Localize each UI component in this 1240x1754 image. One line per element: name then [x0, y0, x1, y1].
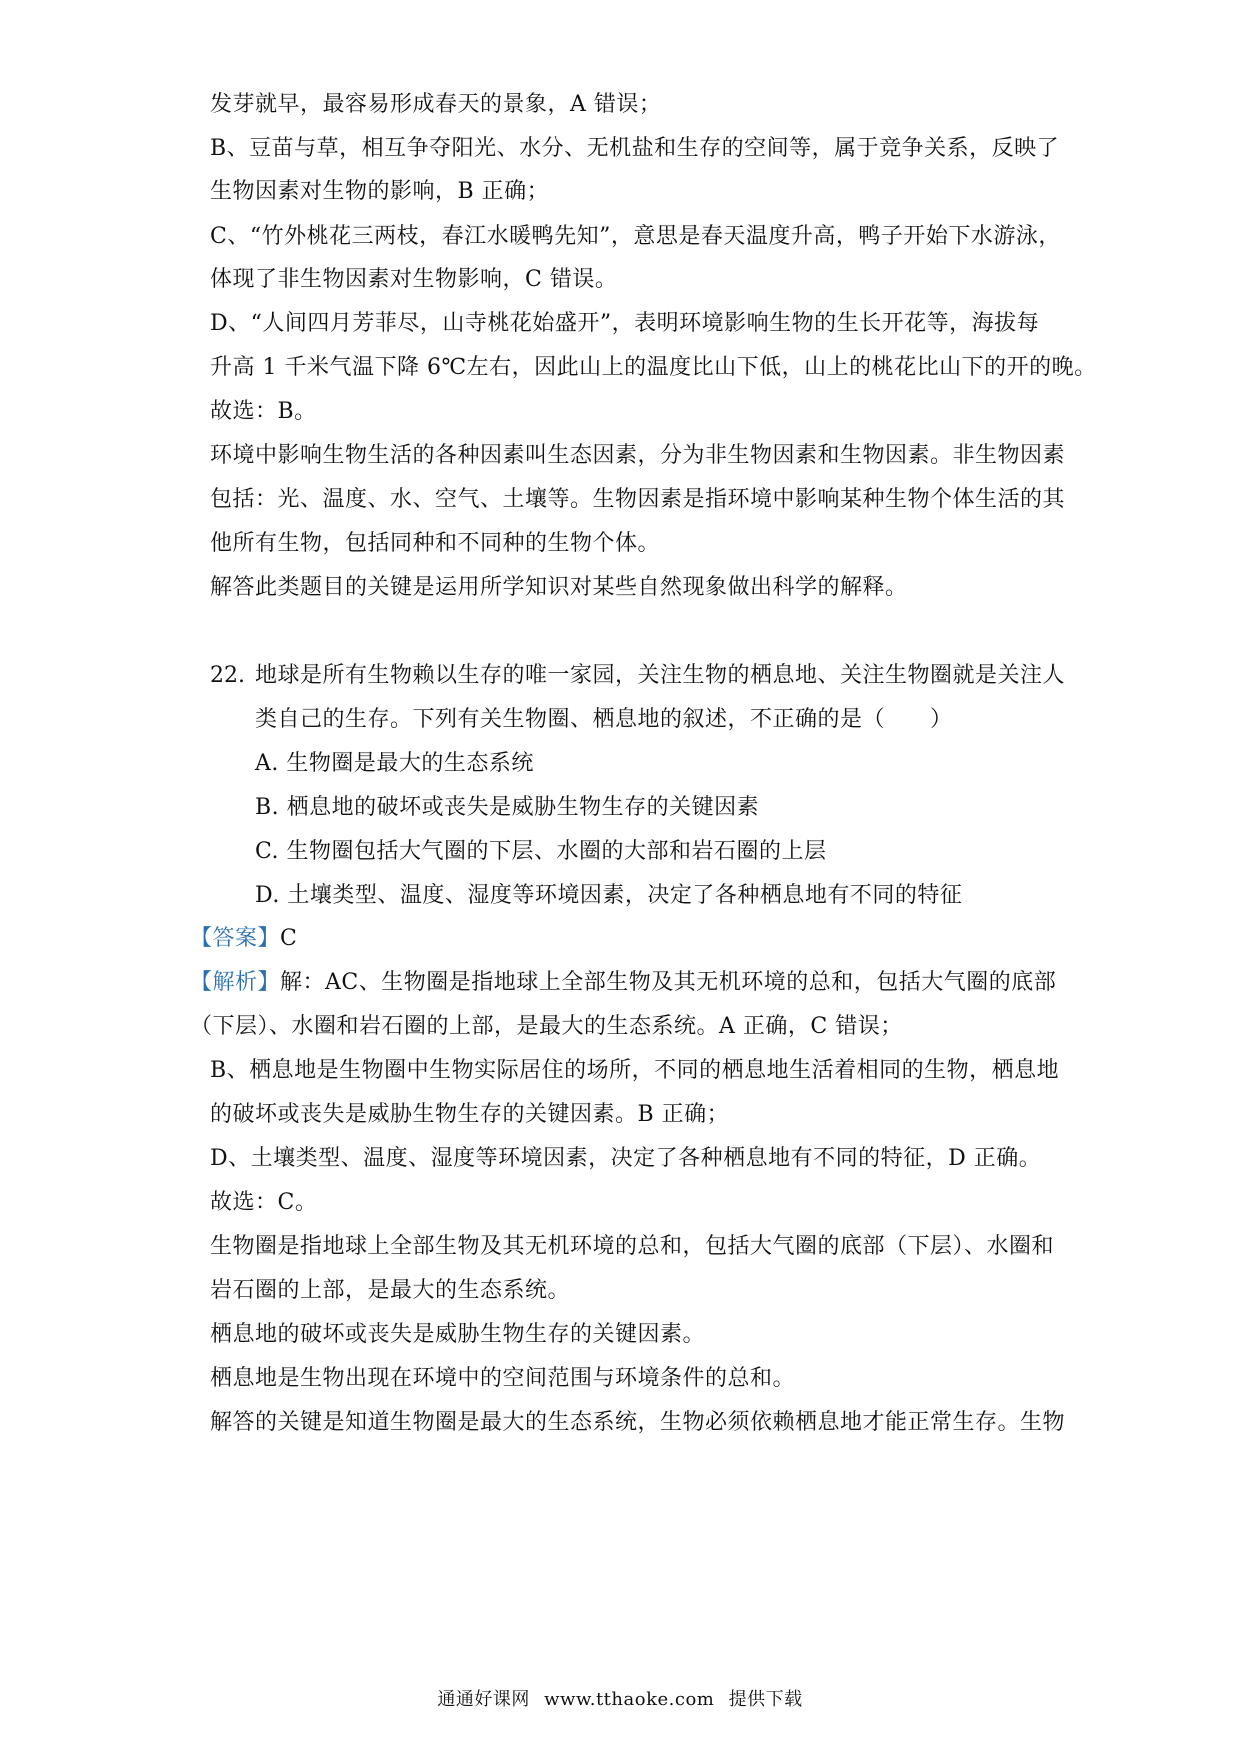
text-line: 解答的关键是知道生物圈是最大的生态系统，生物必须依赖栖息地才能正常生存。生物	[210, 1410, 1066, 1435]
footer-suffix: 提供下载	[728, 1689, 803, 1710]
option-a: A. 生物圈是最大的生态系统	[255, 751, 534, 776]
text-line: （下层）、水圈和岩石圈的上部，是最大的生态系统。A 正确，C 错误；	[190, 1014, 903, 1039]
footer-site-name: 通通好课网	[437, 1689, 530, 1710]
text-line: 的破坏或丧失是威胁生物生存的关键因素。B 正确；	[210, 1102, 730, 1127]
text-line: 栖息地是生物出现在环境中的空间范围与环境条件的总和。	[210, 1366, 796, 1391]
text-line: 故选：B。	[210, 399, 317, 424]
analysis-text: 解：AC、生物圈是指地球上全部生物及其无机环境的总和，包括大气圈的底部	[280, 970, 1057, 995]
question-number: 22.	[210, 663, 245, 688]
page-footer	[0, 1688, 1240, 1712]
text-line: 包括：光、温度、水、空气、土壤等。生物因素是指环境中影响某种生物个体生活的其	[210, 487, 1066, 512]
text-line: 发芽就早，最容易形成春天的景象，A 错误；	[210, 92, 662, 117]
text-line: C、“竹外桃花三两枝，春江水暖鸭先知”，意思是春天温度升高，鸭子开始下水游泳，	[210, 224, 1061, 249]
answer-tag: 【答案】	[190, 926, 281, 951]
text-line: D、土壤类型、温度、湿度等环境因素，决定了各种栖息地有不同的特征，D 正确。	[210, 1146, 1042, 1171]
option-b: B. 栖息地的破坏或丧失是威胁生物生存的关键因素	[255, 795, 760, 820]
text-line: 他所有生物，包括同种和不同种的生物个体。	[210, 531, 661, 556]
text-line: 故选：C。	[210, 1190, 318, 1215]
analysis-line	[190, 968, 1056, 998]
text-line: 解答此类题目的关键是运用所学知识对某些自然现象做出科学的解释。	[210, 575, 908, 600]
option-d: D. 土壤类型、温度、湿度等环境因素，决定了各种栖息地有不同的特征	[255, 883, 963, 908]
footer-url: www.tthaoke.com	[544, 1689, 715, 1710]
text-line: 生物因素对生物的影响，B 正确；	[210, 179, 550, 204]
analysis-tag: 【解析】	[190, 970, 281, 995]
text-line: D、“人间四月芳菲尽，山寺桃花始盛开”，表明环境影响生物的生长开花等，海拔每	[210, 311, 1040, 336]
text-line: 生物圈是指地球上全部生物及其无机环境的总和，包括大气圈的底部（下层）、水圈和	[210, 1234, 1055, 1259]
question-stem: 类自己的生存。下列有关生物圈、栖息地的叙述，不正确的是（ ）	[255, 707, 953, 732]
option-c: C. 生物圈包括大气圈的下层、水圈的大部和岩石圈的上层	[255, 839, 827, 864]
answer-value: C	[280, 926, 298, 951]
text-line: B、栖息地是生物圈中生物实际居住的场所，不同的栖息地生活着相同的生物，栖息地	[210, 1058, 1060, 1083]
text-line: 岩石圈的上部，是最大的生态系统。	[210, 1278, 571, 1303]
text-line: 环境中影响生物生活的各种因素叫生态因素，分为非生物因素和生物因素。非生物因素	[210, 443, 1066, 468]
answer-line	[190, 924, 297, 954]
text-line: 升高 1 千米气温下降 6℃左右，因此山上的温度比山下低，山上的桃花比山下的开的晚。	[210, 355, 1097, 380]
text-line: B、豆苗与草，相互争夺阳光、水分、无机盐和生存的空间等，属于竞争关系，反映了	[210, 136, 1060, 161]
question-stem: 地球是所有生物赖以生存的唯一家园，关注生物的栖息地、关注生物圈就是关注人	[255, 663, 1066, 688]
text-line: 体现了非生物因素对生物影响，C 错误。	[210, 267, 618, 292]
text-line: 栖息地的破坏或丧失是威胁生物生存的关键因素。	[210, 1322, 706, 1347]
